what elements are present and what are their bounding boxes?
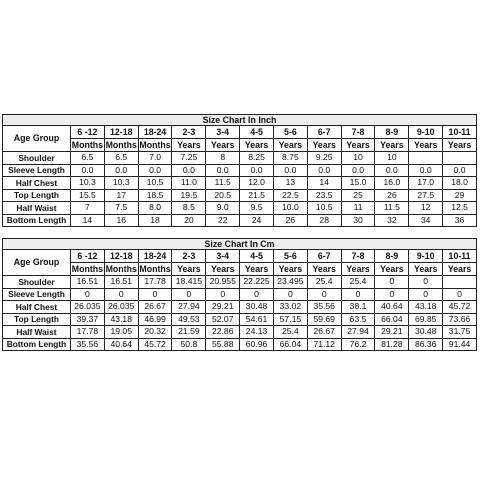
size-header-range: 3-4 bbox=[206, 250, 240, 263]
size-header-unit: Years bbox=[307, 139, 341, 152]
table-cell: 55.88 bbox=[206, 338, 240, 351]
table-cell: 0 bbox=[375, 288, 409, 301]
table-cell: 19.5 bbox=[172, 189, 206, 202]
size-header-range: 2-3 bbox=[172, 250, 206, 263]
size-header-unit: Years bbox=[172, 263, 206, 276]
table-cell: 35.56 bbox=[71, 338, 105, 351]
table-cell: 29 bbox=[443, 189, 477, 202]
table-cell: 0.0 bbox=[375, 164, 409, 177]
table-cell: 0.0 bbox=[104, 164, 138, 177]
row-label: Shoulder bbox=[3, 276, 71, 289]
table-row bbox=[3, 177, 477, 190]
table-cell: 9.25 bbox=[307, 152, 341, 165]
table-cell: 22.225 bbox=[240, 276, 274, 289]
size-chart-inch bbox=[2, 114, 477, 227]
table-cell: 16.51 bbox=[104, 276, 138, 289]
table-cell: 20 bbox=[172, 214, 206, 227]
size-header-unit: Months bbox=[105, 139, 137, 150]
table-cell: 81.28 bbox=[375, 338, 409, 351]
table-cell: 91.44 bbox=[443, 338, 477, 351]
table-cell: 45.72 bbox=[443, 301, 477, 314]
table-cell: 7.25 bbox=[172, 152, 206, 165]
table-cell: 8.5 bbox=[172, 202, 206, 215]
table-cell: 0 bbox=[172, 288, 206, 301]
table-cell: 12.5 bbox=[443, 202, 477, 215]
table-cell: 20.5 bbox=[206, 189, 240, 202]
table-cell: 33.02 bbox=[273, 301, 307, 314]
table-cell: 40.64 bbox=[375, 301, 409, 314]
size-header-range: 2-3 bbox=[172, 126, 206, 139]
table-cell: 10.5 bbox=[138, 177, 172, 190]
table-cell: 25.4 bbox=[307, 276, 341, 289]
table-cell: 26.67 bbox=[138, 301, 172, 314]
table-cell: 26.67 bbox=[307, 326, 341, 339]
table-row bbox=[3, 189, 477, 202]
table-cell: 29.21 bbox=[375, 326, 409, 339]
table-cell: 14 bbox=[71, 214, 105, 227]
size-header-unit: Years bbox=[206, 263, 240, 276]
size-header-range: 5-6 bbox=[273, 126, 307, 139]
table-cell: 0 bbox=[206, 288, 240, 301]
table-cell: 71.12 bbox=[307, 338, 341, 351]
size-header-range: 12-18 bbox=[104, 126, 138, 139]
table-cell: 54.61 bbox=[240, 313, 274, 326]
table-cell: 13 bbox=[273, 177, 307, 190]
size-header-unit: Months bbox=[139, 139, 171, 150]
table-cell: 39.37 bbox=[71, 313, 105, 326]
table-cell: 0.0 bbox=[273, 164, 307, 177]
table-row bbox=[3, 288, 477, 301]
table-cell: 6.5 bbox=[104, 152, 138, 165]
table-cell: 9.0 bbox=[206, 202, 240, 215]
table-row bbox=[3, 276, 477, 289]
size-header-range: 9-10 bbox=[409, 126, 443, 139]
size-header-unit: Years bbox=[273, 263, 307, 276]
age-group-header: Age Group bbox=[3, 126, 71, 152]
table-cell: 25.4 bbox=[273, 326, 307, 339]
table-cell: 22 bbox=[206, 214, 240, 227]
table-cell: 22.5 bbox=[273, 189, 307, 202]
table-cell: 24 bbox=[240, 214, 274, 227]
table-cell: 19.05 bbox=[104, 326, 138, 339]
table-cell: 0 bbox=[138, 288, 172, 301]
table-cell bbox=[409, 152, 443, 165]
table-cell: 27.94 bbox=[172, 301, 206, 314]
table-cell: 38.1 bbox=[341, 301, 375, 314]
row-label: Half Waist bbox=[3, 202, 71, 215]
row-label: Sleeve Length bbox=[3, 288, 71, 301]
table-cell: 26.035 bbox=[71, 301, 105, 314]
table-cell: 12.0 bbox=[240, 177, 274, 190]
row-label: Bottom Length bbox=[3, 214, 71, 227]
size-header-unit: Months bbox=[71, 139, 104, 150]
table-cell: 23.495 bbox=[273, 276, 307, 289]
size-header-range: 6 -12 bbox=[71, 126, 105, 139]
size-header-range: 18-24 bbox=[138, 250, 172, 263]
table-cell: 27.94 bbox=[341, 326, 375, 339]
table-cell: 0 bbox=[375, 276, 409, 289]
table-row bbox=[3, 313, 477, 326]
table-cell: 0 bbox=[409, 276, 443, 289]
table-cell: 8 bbox=[206, 152, 240, 165]
row-label: Sleeve Length bbox=[3, 164, 71, 177]
table-cell: 40.64 bbox=[104, 338, 138, 351]
size-header-range: 10-11 bbox=[443, 250, 477, 263]
size-header-range: 8-9 bbox=[375, 126, 409, 139]
table-cell: 24.13 bbox=[240, 326, 274, 339]
table-cell: 6.5 bbox=[71, 152, 105, 165]
table-cell: 0.0 bbox=[341, 164, 375, 177]
age-group-header: Age Group bbox=[3, 250, 71, 276]
size-header-range: 6-7 bbox=[307, 250, 341, 263]
row-label: Half Chest bbox=[3, 177, 71, 190]
table-cell: 34 bbox=[409, 214, 443, 227]
table-cell: 32 bbox=[375, 214, 409, 227]
table-cell: 59.69 bbox=[307, 313, 341, 326]
table-cell: 17.0 bbox=[409, 177, 443, 190]
row-label: Half Chest bbox=[3, 301, 71, 314]
table-cell: 11 bbox=[341, 202, 375, 215]
chart-title: Size Chart In Cm bbox=[3, 239, 477, 250]
row-label: Top Length bbox=[3, 189, 71, 202]
table-cell: 0.0 bbox=[443, 164, 477, 177]
table-cell: 0.0 bbox=[172, 164, 206, 177]
table-cell: 11.5 bbox=[375, 202, 409, 215]
table-cell: 7.0 bbox=[138, 152, 172, 165]
row-label: Half Waist bbox=[3, 326, 71, 339]
table-cell bbox=[443, 276, 477, 289]
table-cell: 26.035 bbox=[104, 301, 138, 314]
table-cell: 36 bbox=[443, 214, 477, 227]
table-cell: 10.3 bbox=[71, 177, 105, 190]
chart-title: Size Chart In Inch bbox=[3, 115, 477, 126]
table-cell: 31.75 bbox=[443, 326, 477, 339]
table-cell: 73.66 bbox=[443, 313, 477, 326]
table-cell: 0 bbox=[71, 288, 105, 301]
table-cell: 16.0 bbox=[375, 177, 409, 190]
table-cell: 49.53 bbox=[172, 313, 206, 326]
table-cell: 86.36 bbox=[409, 338, 443, 351]
table-cell: 18.415 bbox=[172, 276, 206, 289]
size-header-range: 6 -12 bbox=[71, 250, 105, 263]
table-cell: 16.51 bbox=[71, 276, 105, 289]
table-cell: 0.0 bbox=[206, 164, 240, 177]
size-header-range: 4-5 bbox=[240, 126, 274, 139]
size-header-range: 18-24 bbox=[138, 126, 172, 139]
table-row bbox=[3, 326, 477, 339]
table-cell: 20.32 bbox=[138, 326, 172, 339]
table-cell: 25.4 bbox=[341, 276, 375, 289]
size-header-unit: Years bbox=[307, 263, 341, 276]
size-header-unit: Years bbox=[375, 139, 409, 152]
table-cell: 0 bbox=[341, 288, 375, 301]
table-cell: 14 bbox=[307, 177, 341, 190]
size-header-range: 3-4 bbox=[206, 126, 240, 139]
table-cell: 15.0 bbox=[341, 177, 375, 190]
table-cell: 17.78 bbox=[71, 326, 105, 339]
table-cell: 10 bbox=[341, 152, 375, 165]
table-row bbox=[3, 202, 477, 215]
table-cell: 10.3 bbox=[104, 177, 138, 190]
row-label: Top Length bbox=[3, 313, 71, 326]
table-cell: 50.8 bbox=[172, 338, 206, 351]
size-header-range: 7-8 bbox=[341, 126, 375, 139]
table-cell: 25 bbox=[341, 189, 375, 202]
table-cell: 0 bbox=[273, 288, 307, 301]
table-cell: 16 bbox=[104, 214, 138, 227]
size-header-range: 5-6 bbox=[273, 250, 307, 263]
size-header-unit: Years bbox=[409, 263, 443, 276]
table-cell: 0 bbox=[104, 288, 138, 301]
table-cell: 20.955 bbox=[206, 276, 240, 289]
table-cell: 18 bbox=[138, 214, 172, 227]
table-cell: 0.0 bbox=[409, 164, 443, 177]
table-row bbox=[3, 152, 477, 165]
size-header-range: 7-8 bbox=[341, 250, 375, 263]
table-cell: 0 bbox=[443, 288, 477, 301]
table-row bbox=[3, 214, 477, 227]
table-cell: 21.5 bbox=[240, 189, 274, 202]
table-cell: 76.2 bbox=[341, 338, 375, 351]
table-cell: 69.85 bbox=[409, 313, 443, 326]
size-header-unit: Years bbox=[206, 139, 240, 152]
table-cell: 10.0 bbox=[273, 202, 307, 215]
table-cell: 21.59 bbox=[172, 326, 206, 339]
table-cell: 66.04 bbox=[273, 338, 307, 351]
size-header-unit: Years bbox=[341, 139, 375, 152]
table-cell: 8.0 bbox=[138, 202, 172, 215]
size-header-range: 4-5 bbox=[240, 250, 274, 263]
table-row bbox=[3, 338, 477, 351]
table-cell: 7 bbox=[71, 202, 105, 215]
table-cell: 9.5 bbox=[240, 202, 274, 215]
table-cell bbox=[443, 152, 477, 165]
table-cell: 0.0 bbox=[71, 164, 105, 177]
table-cell: 0.0 bbox=[307, 164, 341, 177]
size-chart-cm bbox=[2, 238, 477, 351]
size-header-range: 9-10 bbox=[409, 250, 443, 263]
size-header-unit: Months bbox=[105, 263, 137, 274]
table-cell: 0.0 bbox=[240, 164, 274, 177]
table-cell: 57.15 bbox=[273, 313, 307, 326]
table-cell: 30 bbox=[341, 214, 375, 227]
size-header-unit: Years bbox=[172, 139, 206, 152]
size-header-unit: Years bbox=[273, 139, 307, 152]
size-header-range: 6-7 bbox=[307, 126, 341, 139]
table-cell: 30.48 bbox=[409, 326, 443, 339]
size-header-unit: Years bbox=[240, 139, 274, 152]
table-cell: 46.99 bbox=[138, 313, 172, 326]
table-cell: 52.07 bbox=[206, 313, 240, 326]
table-cell: 8.25 bbox=[240, 152, 274, 165]
size-header-unit: Years bbox=[443, 263, 477, 276]
table-cell: 29.21 bbox=[206, 301, 240, 314]
table-cell: 10 bbox=[375, 152, 409, 165]
table-cell: 35.56 bbox=[307, 301, 341, 314]
table-cell: 26 bbox=[273, 214, 307, 227]
table-cell: 18.0 bbox=[443, 177, 477, 190]
size-header-unit: Years bbox=[375, 263, 409, 276]
table-cell: 30.48 bbox=[240, 301, 274, 314]
table-row bbox=[3, 164, 477, 177]
table-cell: 15.5 bbox=[71, 189, 105, 202]
table-cell: 7.5 bbox=[104, 202, 138, 215]
table-cell: 0 bbox=[240, 288, 274, 301]
size-header-range: 8-9 bbox=[375, 250, 409, 263]
size-header-unit: Years bbox=[409, 139, 443, 152]
table-cell: 22.86 bbox=[206, 326, 240, 339]
size-header-unit: Years bbox=[341, 263, 375, 276]
size-header-unit: Years bbox=[443, 139, 477, 152]
size-header-unit: Years bbox=[240, 263, 274, 276]
row-label: Bottom Length bbox=[3, 338, 71, 351]
table-cell: 18.5 bbox=[138, 189, 172, 202]
size-header-unit: Months bbox=[71, 263, 104, 274]
table-cell: 0 bbox=[307, 288, 341, 301]
table-cell: 17.78 bbox=[138, 276, 172, 289]
table-cell: 63.5 bbox=[341, 313, 375, 326]
table-cell: 43.18 bbox=[104, 313, 138, 326]
table-cell: 11.0 bbox=[172, 177, 206, 190]
table-cell: 0.0 bbox=[138, 164, 172, 177]
table-cell: 12 bbox=[409, 202, 443, 215]
size-header-unit: Months bbox=[139, 263, 171, 274]
table-cell: 27.5 bbox=[409, 189, 443, 202]
table-cell: 17 bbox=[104, 189, 138, 202]
row-label: Shoulder bbox=[3, 152, 71, 165]
table-row bbox=[3, 301, 477, 314]
table-cell: 43.18 bbox=[409, 301, 443, 314]
table-cell: 66.04 bbox=[375, 313, 409, 326]
table-cell: 28 bbox=[307, 214, 341, 227]
table-cell: 26 bbox=[375, 189, 409, 202]
table-cell: 23.5 bbox=[307, 189, 341, 202]
table-cell: 45.72 bbox=[138, 338, 172, 351]
table-cell: 60.96 bbox=[240, 338, 274, 351]
size-header-range: 10-11 bbox=[443, 126, 477, 139]
table-cell: 11.5 bbox=[206, 177, 240, 190]
table-cell: 8.75 bbox=[273, 152, 307, 165]
size-header-range: 12-18 bbox=[104, 250, 138, 263]
table-cell: 0 bbox=[409, 288, 443, 301]
table-cell: 10.5 bbox=[307, 202, 341, 215]
